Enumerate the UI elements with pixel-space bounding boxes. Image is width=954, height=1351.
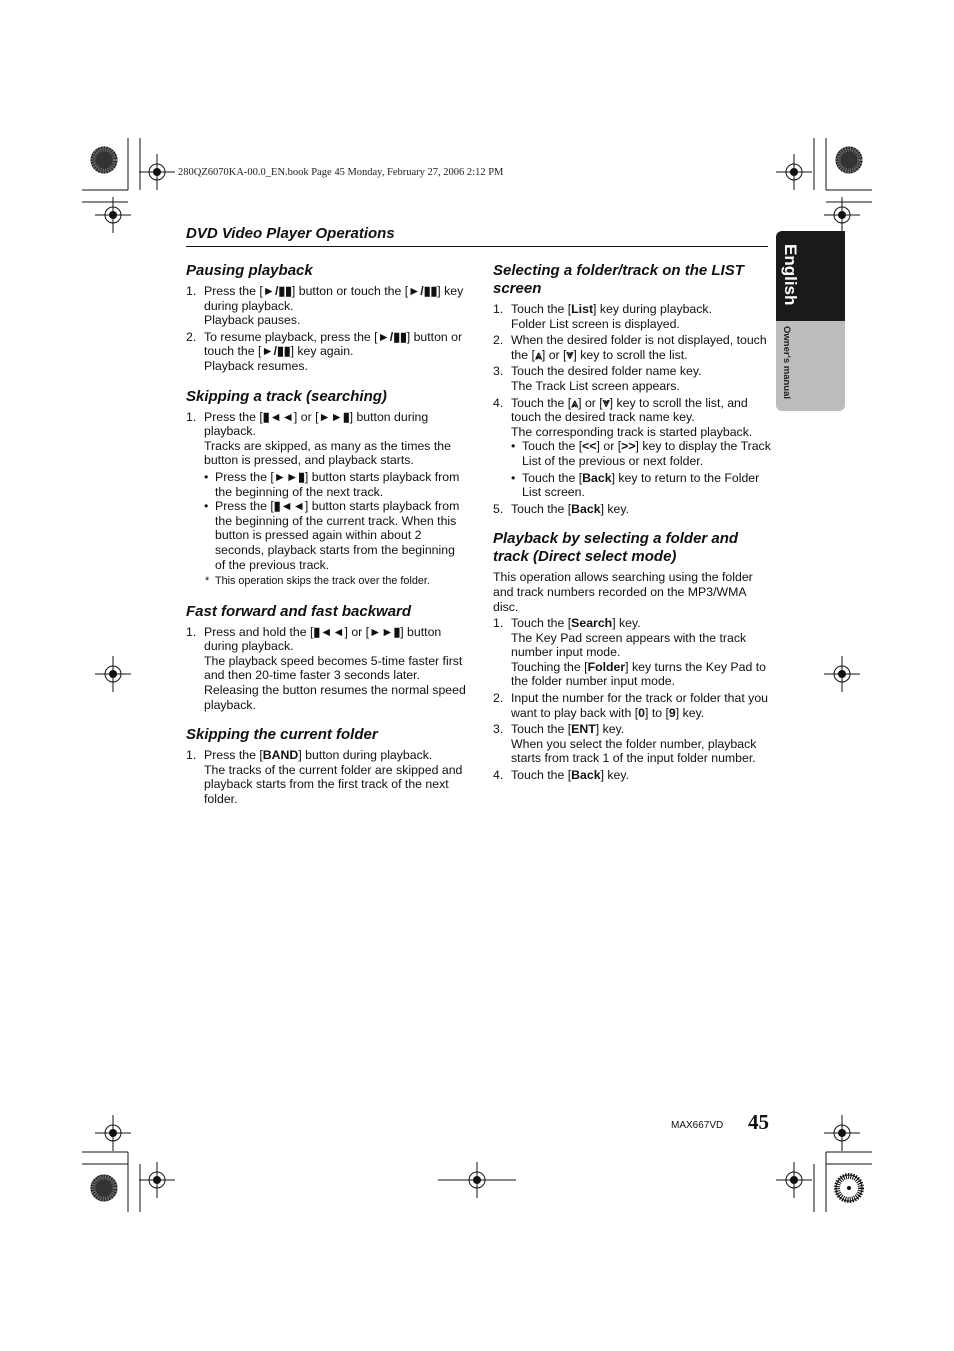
heading-pausing: Pausing playback xyxy=(186,262,313,279)
scroll-down-icon: ⩔ xyxy=(602,395,610,410)
bullet: • Press the [►►▮] button starts playback from the beginning of the next track. xyxy=(204,470,466,499)
registration-crosshair-icon xyxy=(95,1115,131,1151)
key-label: ENT xyxy=(571,722,596,737)
play-pause-icon: ►/▮▮ xyxy=(408,284,438,298)
play-pause-icon: ►/▮▮ xyxy=(262,284,292,298)
key-label: Folder xyxy=(587,659,626,674)
step: 2. To resume playback, press the [►/▮▮] button or touch the [►/▮▮] key again. Playback resumes. xyxy=(186,329,463,373)
step: 3. Touch the desired folder name key. The Track List screen appears. xyxy=(493,364,702,393)
left-column xyxy=(186,262,466,821)
registration-star-icon xyxy=(836,147,862,173)
registration-crosshair-icon xyxy=(776,154,812,190)
key-label: Search xyxy=(571,616,613,631)
key-label: Back xyxy=(571,501,601,516)
play-pause-icon: ►/▮▮ xyxy=(261,344,291,359)
previous-folder-icon: << xyxy=(582,439,597,454)
section-skip-track xyxy=(186,388,466,589)
registration-star-icon xyxy=(91,147,117,173)
next-icon: ►►▮ xyxy=(273,469,305,484)
step: 1. Press the [BAND] button during playback. The tracks of the current folder are skipped and playback starts from the first track of the next folder. xyxy=(186,748,463,807)
registration-star-icon xyxy=(91,1175,117,1201)
section-list xyxy=(493,262,771,516)
key-label: 9 xyxy=(668,705,676,720)
registration-crosshair-icon xyxy=(95,656,131,692)
step: 3. Touch the [ENT] key. When you select the folder number, playback starts from track 1 of the input folder number. xyxy=(493,722,757,766)
step: 2. When the desired folder is not displayed, touch the [⩓] or [⩔] key to scroll the list. xyxy=(493,333,767,362)
section-direct xyxy=(493,530,771,782)
footnote: * This operation skips the track over the folder. xyxy=(186,574,466,589)
registration-crosshair-icon xyxy=(824,1115,860,1151)
section-title: DVD Video Player Operations xyxy=(186,225,395,242)
bullet: • Touch the [<<] or [>>] key to display the Track List of the previous or next folder. xyxy=(511,439,771,468)
manual-label: Owner's manual xyxy=(781,326,792,400)
key-label: List xyxy=(571,302,594,316)
section-skip-folder xyxy=(186,726,466,806)
step: 1. Touch the [List] key during playback. Folder List screen is displayed. xyxy=(493,302,712,331)
registration-crosshair-icon xyxy=(776,1162,812,1198)
step: 4. Touch the [⩓] or [⩔] key to scroll the list, and touch the desired track name key. The corresponding track is started playback. • Touch the [<<] or [>>] key to display the Track List of the previous or next folder. • Touch the [Back] key to return to the Folder List screen. xyxy=(493,396,771,500)
next-folder-icon: >> xyxy=(621,439,636,454)
key-label: 0 xyxy=(638,705,645,720)
registration-crosshair-icon xyxy=(139,154,175,190)
section-rule xyxy=(186,246,768,247)
registration-crosshair-icon xyxy=(824,656,860,692)
page-number: 45 xyxy=(748,1110,769,1134)
step: 1. Press and hold the [▮◄◄] or [►►▮] button during playback. The playback speed becomes 5-time faster first and then 20-time faster 3 seconds later. Releasing the button resumes the normal speed playback. xyxy=(186,624,466,712)
registration-star-icon xyxy=(836,1175,862,1201)
book-info: 280QZ6070KA-00.0_EN.book Page 45 Monday, February 27, 2006 2:12 PM xyxy=(178,167,504,178)
scroll-up-icon: ⩓ xyxy=(534,347,542,362)
step: 5. Touch the [Back] key. xyxy=(493,501,630,516)
step: 4. Touch the [Back] key. xyxy=(493,768,630,783)
previous-icon: ▮◄◄ xyxy=(313,624,345,639)
right-column xyxy=(493,262,771,797)
next-icon: ►►▮ xyxy=(318,409,350,424)
scroll-up-icon: ⩓ xyxy=(571,395,579,410)
language-label: English xyxy=(781,244,800,306)
heading-direct: Playback by selecting a folder and track (Direct select mode) xyxy=(493,530,739,566)
play-pause-icon: ►/▮▮ xyxy=(377,329,407,344)
section-pausing xyxy=(186,262,466,374)
bullet: • Touch the [Back] key to return to the Folder List screen. xyxy=(511,471,771,500)
heading-skip-folder: Skipping the current folder xyxy=(186,726,378,744)
heading-fast-forward: Fast forward and fast backward xyxy=(186,602,412,620)
intro-text: This operation allows searching using the folder and track numbers recorded on the MP3/WMA disc. xyxy=(493,570,753,614)
heading-list: Selecting a folder/track on the LIST screen xyxy=(493,262,744,297)
step: 1. Press the [►/▮▮] button or touch the [►/▮▮] key during playback. Playback pauses. xyxy=(186,284,464,328)
previous-icon: ▮◄◄ xyxy=(262,409,294,424)
next-icon: ►►▮ xyxy=(369,624,401,639)
scroll-down-icon: ⩔ xyxy=(566,347,574,362)
section-fast-forward xyxy=(186,603,466,713)
registration-crosshair-icon xyxy=(139,1162,175,1198)
step: 1. Press the [▮◄◄] or [►►▮] button during playback. Tracks are skipped, as many as the times the button is pressed, and playback starts. xyxy=(186,409,451,468)
heading-skip-track: Skipping a track (searching) xyxy=(186,387,387,405)
previous-icon: ▮◄◄ xyxy=(273,499,305,514)
model-number: MAX667VD xyxy=(671,1120,724,1131)
key-label: BAND xyxy=(262,748,299,763)
key-label: Back xyxy=(582,470,612,485)
step: 2. Input the number for the track or folder that you want to play back with [0] to [9] key. xyxy=(493,691,769,720)
bullet: • Press the [▮◄◄] button starts playback from the beginning of the current track. When this button is pressed again within about 2 seconds, playback starts from the beginning of the previous track. xyxy=(204,499,466,572)
key-label: Back xyxy=(571,768,601,783)
step: 1. Touch the [Search] key. The Key Pad screen appears with the track number input mode. Touching the [Folder] key turns the Key Pad to the folder number input mode. xyxy=(493,616,766,689)
